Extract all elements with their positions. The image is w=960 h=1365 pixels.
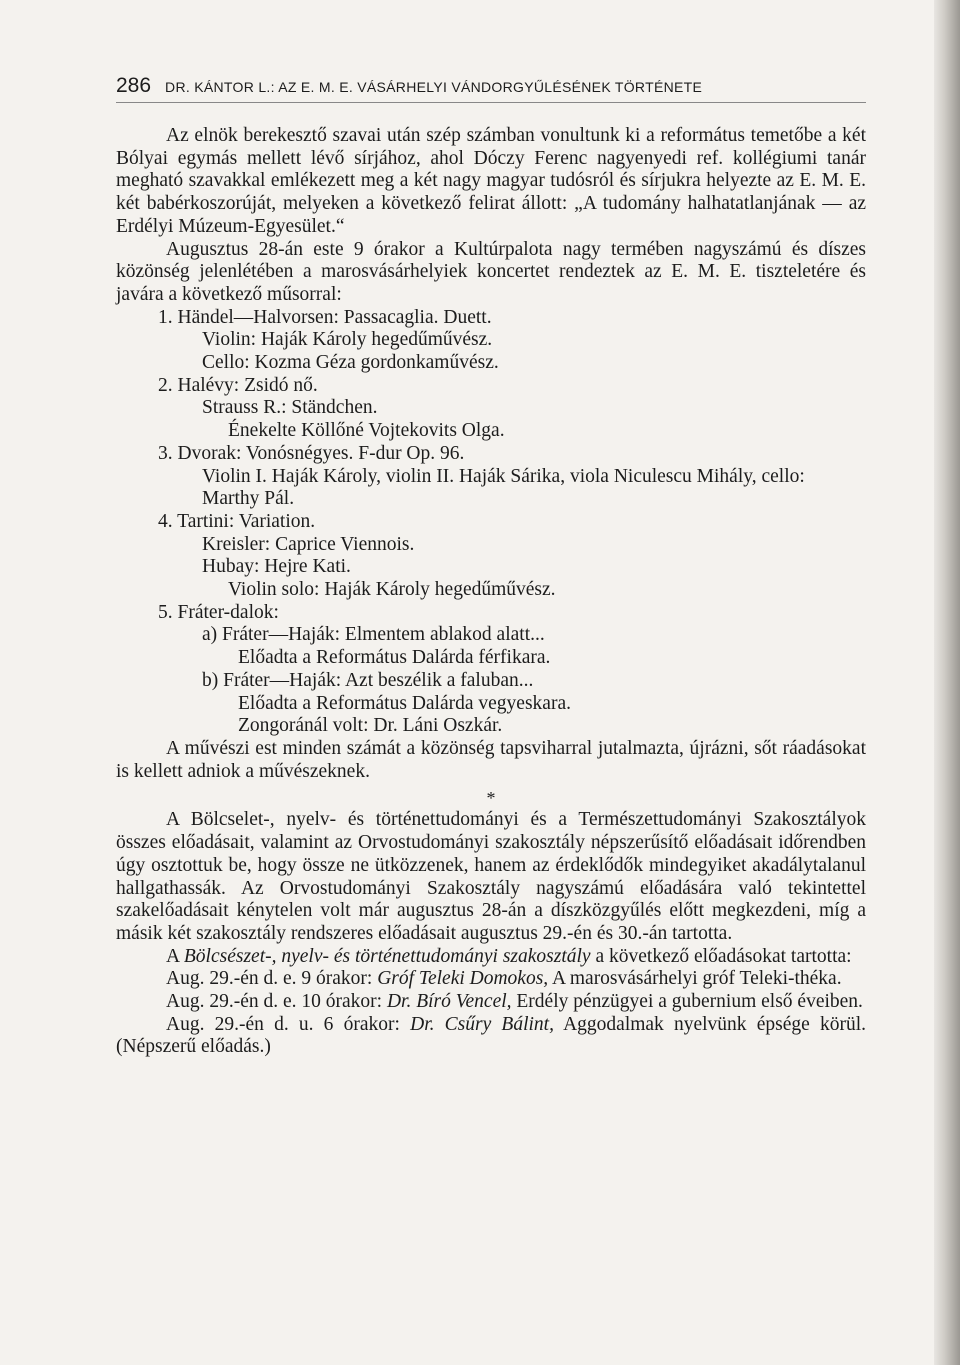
program-line: a) Fráter—Haják: Elmentem ablakod alatt... [202, 624, 545, 646]
lecture-entry: Aug. 29.-én d. e. 10 órakor: Dr. Bíró Vencel, Erdély pénzügyei a gubernium első éveiben. [166, 991, 863, 1013]
program-line: Violin: Haják Károly hegedűművész. [202, 329, 493, 351]
running-head: DR. KÁNTOR L.: AZ E. M. E. VÁSÁRHELYI VÁNDORGYŰLÉSÉNEK TÖRTÉNETE [165, 79, 703, 95]
lecturer-name: Dr. Bíró Vencel, [386, 991, 512, 1013]
program-line: Cello: Kozma Géza gordonkaművész. [202, 352, 499, 374]
running-header [116, 74, 866, 103]
lecture-entry: Aug. 29.-én d. u. 6 órakor: Dr. Csűry Bálint, Aggodalmak nyelvünk épsége körül. (Népszerű előadás.) [116, 1013, 867, 1058]
concert-program [116, 307, 866, 738]
book-page [116, 74, 866, 1059]
lecturer-name: Gróf Teleki Domokos, [377, 968, 549, 990]
paragraph-sections: A Bölcselet-, nyelv- és történettudományi és a Természettudományi Szakosztályok összes előadásait, valamint az Orvostudományi szakosztály népszerűsítő előadásait időrendben úgy osztottuk be, hogy össze ne ütközzenek, hanem az érdeklődők mindegyiket akadálytalanul hallgathassák. Az Orvostudományi Szakosztály nagyszámú előadására való tekintettel szakelőadásait kénytelen volt már augusztus 28-án a díszközgyűlés előtt megkezdeni, míg a másik két szakosztály rendszeres előadásait augusztus 29.-én és 30.-án tartotta. [116, 809, 866, 944]
program-line: Violin solo: Haják Károly hegedűművész. [228, 579, 556, 601]
page-edge [934, 0, 960, 1365]
program-line: Kreisler: Caprice Viennois. [202, 533, 415, 555]
paragraph-cemetery: Az elnök berekesztő szavai után szép számban vonultunk ki a református temetőbe a két Bólyai egymás mellett lévő sírjához, ahol Dóczy Ferenc nagyenyedi ref. kollégiumi tanár megható szavakkal emlékezett meg a két nagy magyar tudósról és sírjukra helyezte az E. M. E. két babérkoszorúját, melyeken a következő felirat állott: „A tudomány halhatatlanjának — az Erdélyi Múzeum-Egyesület.“ [116, 125, 866, 237]
paragraph-concert: Augusztus 28-án este 9 órakor a Kultúrpalota nagy termében nagyszámú és díszes közönség jelenlétében a marosvásárhelyiek koncertet rendeztek az E. M. E. tiszteletére és javára a következő műsorral: [116, 238, 866, 305]
program-line: 5. Fráter-dalok: [158, 601, 279, 623]
program-line: Énekelte Köllőné Vojtekovits Olga. [228, 420, 505, 442]
program-line: Előadta a Református Dalárda férfikara. [238, 647, 551, 669]
paragraph-philosophy-section: A Bölcsészet-, nyelv- és történettudományi szakosztály a következő előadásokat tartotta: [166, 945, 852, 967]
paragraph-applause: A művészi est minden számát a közönség tapsviharral jutalmazta, újrázni, sőt ráadásokat is kellett adniok a művészeknek. [116, 737, 866, 782]
lecturer-name: Dr. Csűry Bálint, [410, 1013, 554, 1035]
program-line: b) Fráter—Haják: Azt beszélik a faluban... [202, 669, 534, 691]
program-line: 1. Händel—Halvorsen: Passacaglia. Duett. [158, 306, 492, 328]
section-name-italic: Bölcsészet-, nyelv- és történettudományi szakosztály [183, 945, 591, 967]
program-line: 4. Tartini: Variation. [158, 510, 316, 532]
program-line: Strauss R.: Ständchen. [202, 397, 378, 419]
program-line: Violin I. Haják Károly, violin II. Haják Sárika, viola Niculescu Mihály, cello: Marthy Pál. [202, 465, 805, 510]
body-text [116, 125, 866, 1059]
program-line: 3. Dvorak: Vonósnégyes. F-dur Op. 96. [158, 442, 465, 464]
lecture-entry: Aug. 29.-én d. e. 9 órakor: Gróf Teleki Domokos, A marosvásárhelyi gróf Teleki-théka. [166, 968, 842, 990]
page-number: 286 [116, 74, 152, 97]
program-line: Zongoránál volt: Dr. Láni Oszkár. [238, 715, 503, 737]
program-line: Hubay: Hejre Kati. [202, 556, 351, 578]
program-line: Előadta a Református Dalárda vegyeskara. [238, 692, 571, 714]
section-separator: * [486, 788, 496, 809]
program-line: 2. Halévy: Zsidó nő. [158, 374, 318, 396]
